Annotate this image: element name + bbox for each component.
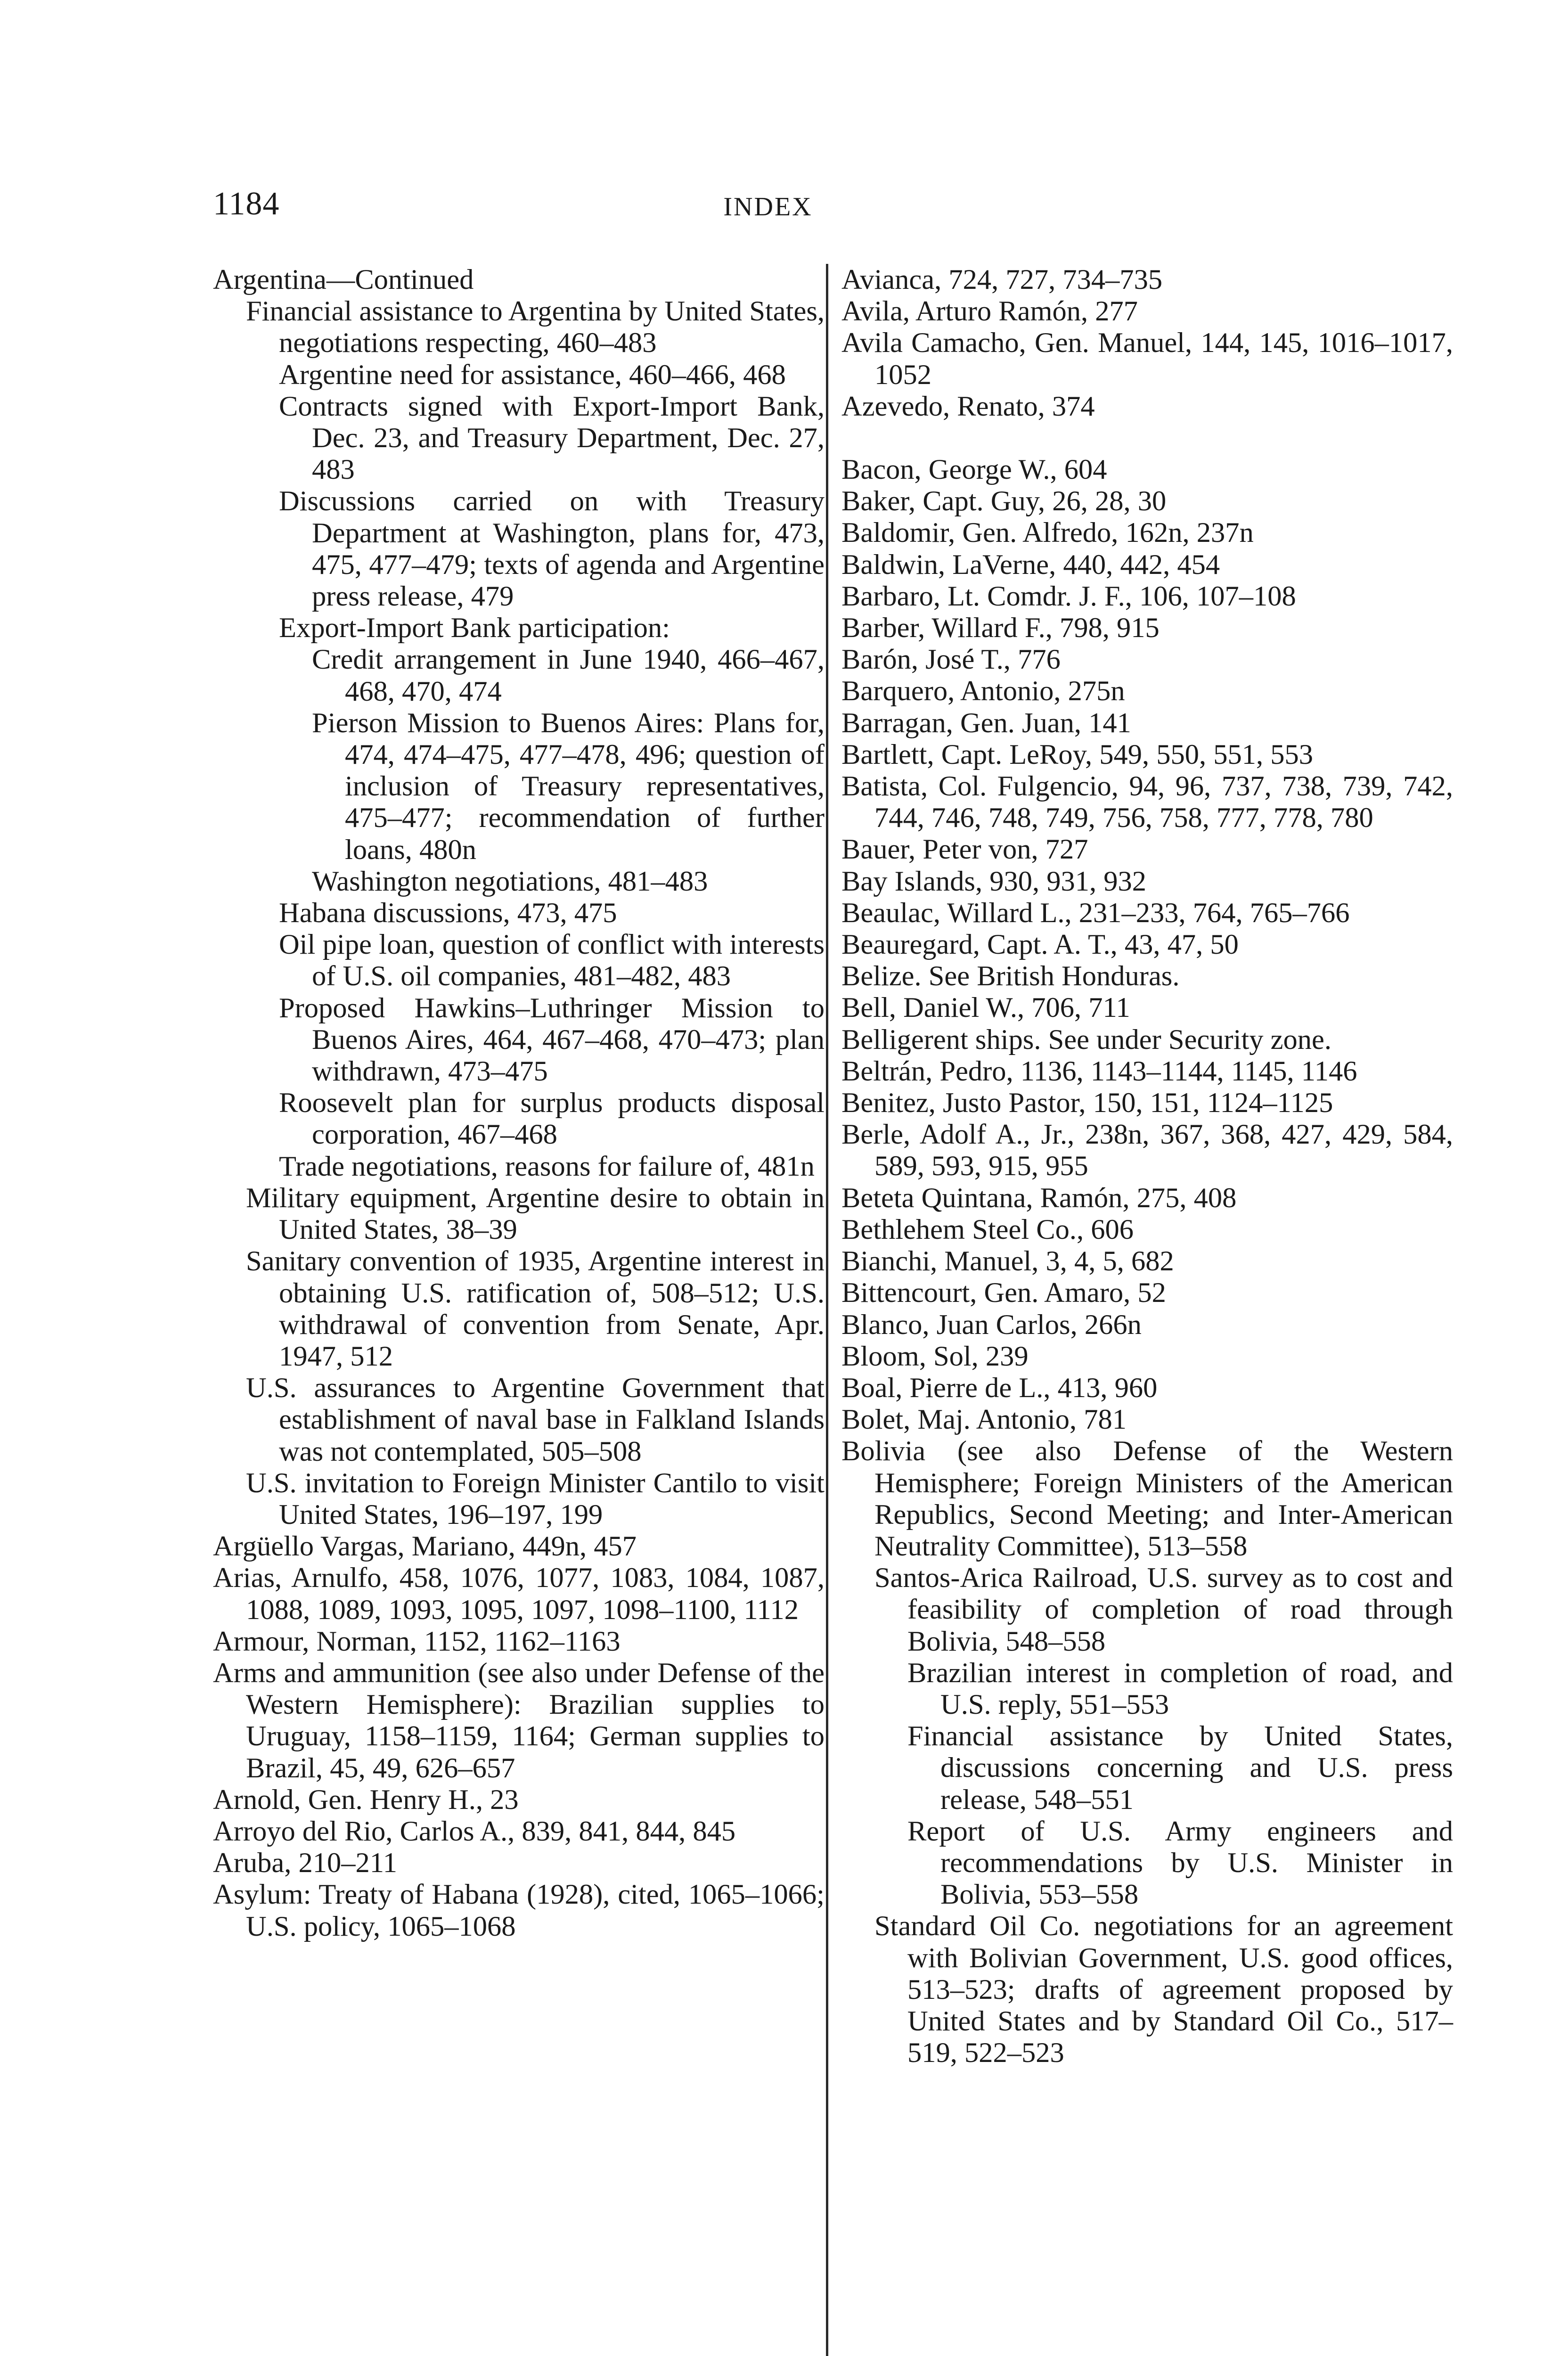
index-subentry: U.S. invitation to Foreign Minister Cantilo to visit United States, 196–197, 199 [246,1467,825,1530]
index-entry: Batista, Col. Fulgencio, 94, 96, 737, 738, 739, 742, 744, 746, 748, 749, 756, 758, 777, 778, 780 [841,770,1453,834]
index-entry: Armour, Norman, 1152, 1162–1163 [213,1625,621,1657]
index-column-right [841,264,1453,2069]
index-subentry: Financial assistance by United States, discussions concerning and U.S. press release, 548–551 [907,1720,1453,1816]
index-entry: Bauer, Peter von, 727 [841,834,1088,866]
index-entry: Belize. See British Honduras. [841,960,1180,992]
index-entry: Bell, Daniel W., 706, 711 [841,992,1130,1024]
page-number: 1184 [213,186,280,222]
index-subentry: Trade negotiations, reasons for failure of, 481n [279,1150,815,1182]
index-entry: Bay Islands, 930, 931, 932 [841,865,1146,897]
index-subentry: Santos-Arica Railroad, U.S. survey as to cost and feasibility of completion of road through Bolivia, 548–558 [874,1562,1453,1657]
index-subentry: Argentine need for assistance, 460–466, 468 [279,359,786,391]
index-subentry: Standard Oil Co. negotiations for an agreement with Bolivian Government, U.S. good offices, 513–523; drafts of agreement proposed by United States and by Standard Oil Co., 517–519, 522–523 [874,1910,1453,2069]
index-entry: Barón, José T., 776 [841,644,1061,676]
index-entry: Arroyo del Rio, Carlos A., 839, 841, 844, 845 [213,1815,736,1847]
index-entry: Argüello Vargas, Mariano, 449n, 457 [213,1530,637,1562]
index-entry: Beteta Quintana, Ramón, 275, 408 [841,1182,1237,1214]
index-subentry: Contracts signed with Export-Import Bank, Dec. 23, and Treasury Department, Dec. 27, 483 [279,390,825,486]
index-entry: Beauregard, Capt. A. T., 43, 47, 50 [841,929,1239,961]
index-subentry: Roosevelt plan for surplus products disposal corporation, 467–468 [279,1087,825,1151]
index-subentry: Discussions carried on with Treasury Department at Washington, plans for, 473, 475, 477–479; texts of agenda and Argentine press release, 479 [279,485,825,613]
index-subentry: Habana discussions, 473, 475 [279,897,617,929]
index-subentry: Sanitary convention of 1935, Argentine interest in obtaining U.S. ratification of, 508–512; U.S. withdrawal of convention from Senate, Apr. 1947, 512 [246,1245,825,1372]
index-entry: Baldwin, LaVerne, 440, 442, 454 [841,548,1220,581]
section-gap [841,422,1453,454]
index-entry: Bethlehem Steel Co., 606 [841,1213,1134,1245]
index-entry: Benitez, Justo Pastor, 150, 151, 1124–1125 [841,1087,1333,1119]
index-entry: Arias, Arnulfo, 458, 1076, 1077, 1083, 1084, 1087, 1088, 1089, 1093, 1095, 1097, 1098–1100, 1112 [213,1562,825,1626]
index-entry: Berle, Adolf A., Jr., 238n, 367, 368, 427, 429, 584, 589, 593, 915, 955 [841,1119,1453,1182]
index-subentry: Oil pipe loan, question of conflict with interests of U.S. oil companies, 481–482, 483 [279,929,825,992]
index-subentry: Military equipment, Argentine desire to obtain in United States, 38–39 [246,1182,825,1246]
index-entry: Barber, Willard F., 798, 915 [841,612,1160,644]
index-subentry: Financial assistance to Argentina by United States, negotiations respecting, 460–483 [246,295,825,359]
index-entry: Aruba, 210–211 [213,1847,397,1879]
index-entry: Barragan, Gen. Juan, 141 [841,707,1131,739]
index-entry: Avianca, 724, 727, 734–735 [841,264,1163,295]
index-subentry: Washington negotiations, 481–483 [312,865,708,897]
index-subentry: U.S. assurances to Argentine Government that establishment of naval base in Falkland Islands was not contemplated, 505–508 [246,1372,825,1467]
index-entry: Avila, Arturo Ramón, 277 [841,295,1138,327]
index-entry: Beltrán, Pedro, 1136, 1143–1144, 1145, 1146 [841,1055,1357,1087]
index-entry: Blanco, Juan Carlos, 266n [841,1309,1142,1341]
index-subentry: Credit arrangement in June 1940, 466–467, 468, 470, 474 [312,644,825,707]
index-subentry: Report of U.S. Army engineers and recommendations by U.S. Minister in Bolivia, 553–558 [907,1815,1453,1911]
index-entry: Bittencourt, Gen. Amaro, 52 [841,1277,1166,1309]
index-entry: Boal, Pierre de L., 413, 960 [841,1372,1158,1404]
index-entry: Bolet, Maj. Antonio, 781 [841,1404,1127,1436]
index-entry: Bacon, George W., 604 [841,454,1107,486]
index-entry: Bianchi, Manuel, 3, 4, 5, 682 [841,1245,1174,1277]
index-entry: Bloom, Sol, 239 [841,1340,1029,1372]
index-entry: Beaulac, Willard L., 231–233, 764, 765–766 [841,897,1350,929]
index-subentry: Proposed Hawkins–Luthringer Mission to Buenos Aires, 464, 467–468, 470–473; plan withdrawn, 473–475 [279,992,825,1088]
index-entry: Argentina—Continued [213,264,474,295]
index-entry: Baker, Capt. Guy, 26, 28, 30 [841,485,1167,517]
index-subentry: Export-Import Bank participation: [279,612,670,644]
index-entry: Barquero, Antonio, 275n [841,675,1125,707]
index-entry: Baldomir, Gen. Alfredo, 162n, 237n [841,517,1254,549]
index-entry: Bolivia (see also Defense of the Western Hemisphere; Foreign Ministers of the American Republics, Second Meeting; and Inter-American Neutrality Committee), 513–558 [841,1435,1453,1562]
index-entry: Arms and ammunition (see also under Defense of the Western Hemisphere): Brazilian supplies to Uruguay, 1158–1159, 1164; German supplies to Brazil, 45, 49, 626–657 [213,1657,825,1784]
index-subentry: Pierson Mission to Buenos Aires: Plans for, 474, 474–475, 477–478, 496; question of inclusion of Treasury representatives, 475–477; recommendation of further loans, 480n [312,707,825,866]
index-entry: Barbaro, Lt. Comdr. J. F., 106, 107–108 [841,580,1296,612]
index-entry: Arnold, Gen. Henry H., 23 [213,1783,519,1816]
index-subentry: Brazilian interest in completion of road, and U.S. reply, 551–553 [907,1657,1453,1720]
column-divider [826,264,828,2356]
index-entry: Bartlett, Capt. LeRoy, 549, 550, 551, 553 [841,738,1313,770]
page-header [0,183,1568,225]
index-column-left [213,264,825,1942]
index-entry: Avila Camacho, Gen. Manuel, 144, 145, 1016–1017, 1052 [841,327,1453,391]
index-entry: Azevedo, Renato, 374 [841,390,1095,422]
index-entry: Belligerent ships. See under Security zone. [841,1023,1331,1055]
index-entry: Asylum: Treaty of Habana (1928), cited, 1065–1066; U.S. policy, 1065–1068 [213,1879,825,1942]
running-title: INDEX [723,192,813,221]
